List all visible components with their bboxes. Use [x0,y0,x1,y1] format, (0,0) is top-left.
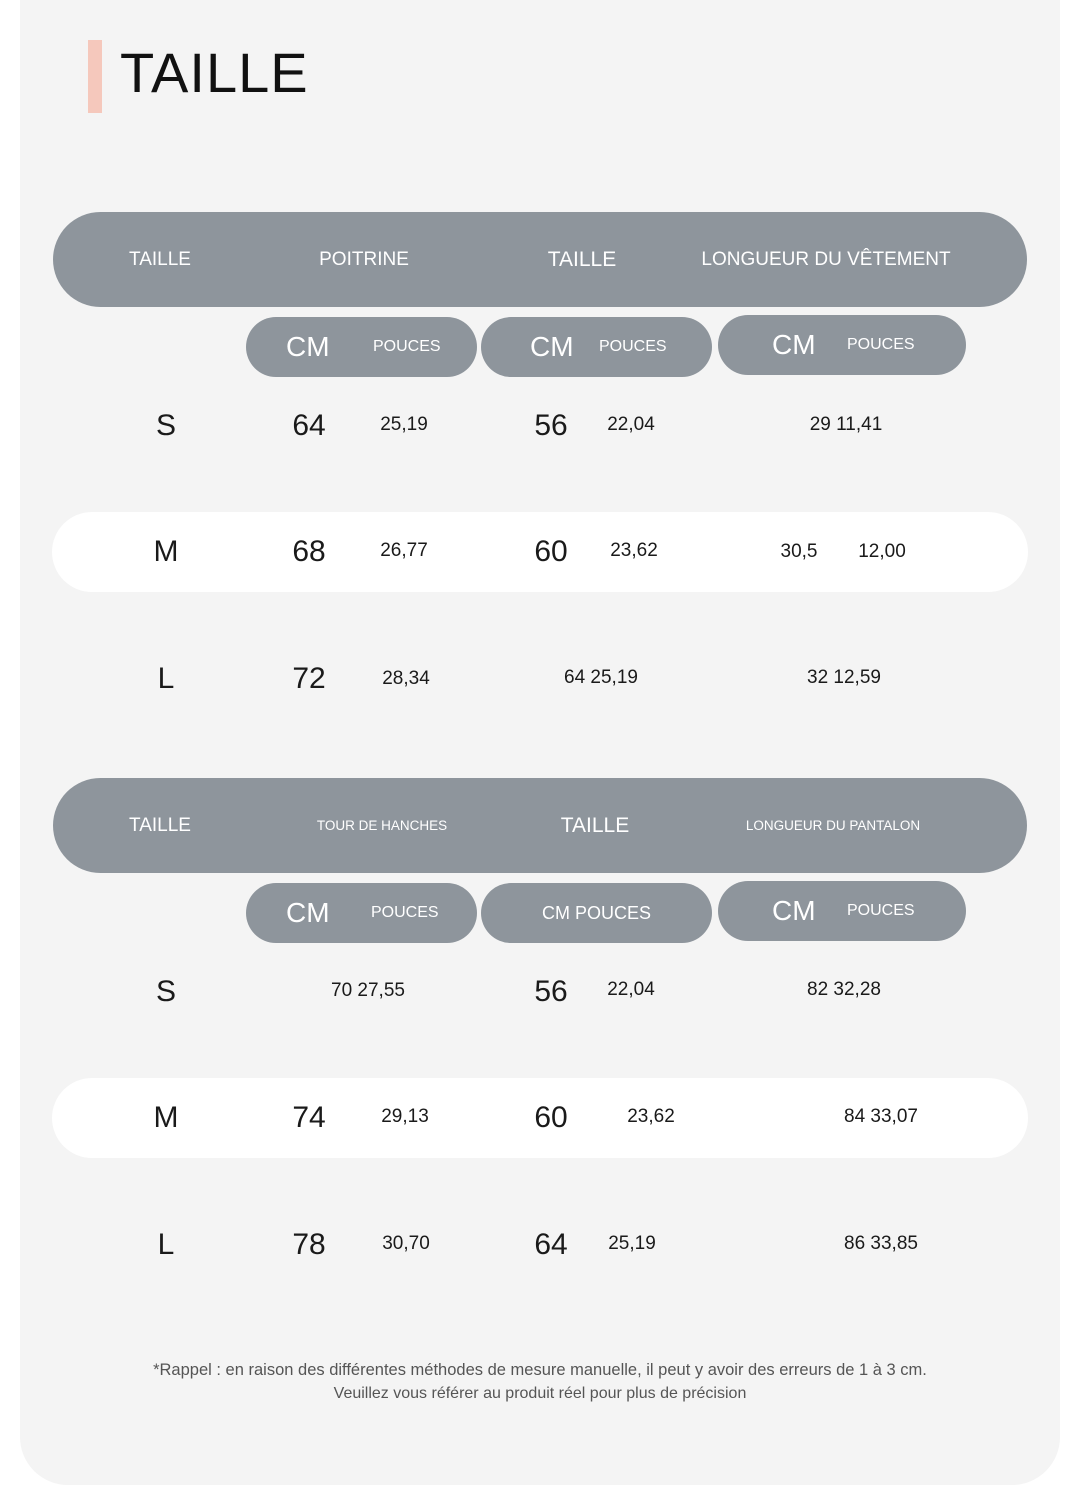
measurement-note-line1: *Rappel : en raison des différentes méthodes de mesure manuelle, il peut y avoir des erreurs de 1 à 3 cm. [153,1361,927,1379]
unit-inches: POUCES [847,336,915,353]
table1-header-chest: POITRINE [319,249,409,270]
unit-cm: CM [772,329,816,360]
table1-row-s-length: 29 11,41 [809,414,883,435]
table2-row-s-hips: 70 27,55 [331,980,405,1001]
table1-units-waist [481,317,712,377]
unit-inches: POUCES [371,904,439,921]
table2-row-s-size: S [155,975,177,1008]
table1-row-s-chest-in: 25,19 [380,414,428,435]
unit-cm: CM [286,897,330,928]
table1-units-chest [246,317,477,377]
table2-row-s-waist-in: 22,04 [607,979,655,1000]
table2-row-s-pant-length: 82 32,28 [807,979,881,1000]
table1-header [53,212,1027,307]
table2-row-m-waist-in: 23,62 [627,1106,675,1127]
table1-row-m-length-cm: 30,5 [780,541,818,562]
table1-row-m-waist-in: 23,62 [610,540,658,561]
table1-row-s-size: S [155,409,177,442]
table2-header [53,778,1027,873]
unit-cm: CM [286,331,330,362]
table2-header-hips: TOUR DE HANCHES [316,818,448,833]
table1-header-waist: TAILLE [547,248,617,271]
table1-units-length [718,315,966,375]
table2-row-l-waist-in: 25,19 [608,1233,656,1254]
table2-units-waist [481,883,712,943]
table1-row-m-chest-cm: 68 [292,535,326,568]
table2-row-m-size: M [153,1101,179,1134]
table1-row-s-chest-cm: 64 [292,409,326,442]
title-accent-bar [88,40,102,113]
table2-row-m-waist-cm: 60 [534,1101,568,1134]
table1-row-s-waist-cm: 56 [534,409,568,442]
table2-row-l-hips-in: 30,70 [382,1233,430,1254]
table1-row-m-waist-cm: 60 [534,535,568,568]
table2-header-pant-length: LONGUEUR DU PANTALON [745,818,921,833]
unit-cm: CM [772,895,816,926]
table1-header-size: TAILLE [129,249,191,270]
table2-header-waist: TAILLE [560,814,630,837]
table1-row-m-chest-in: 26,77 [380,540,428,561]
table2-row-l-pant-length: 86 33,85 [844,1233,918,1254]
table2-header-size: TAILLE [129,815,191,836]
table1-row-l-size: L [157,662,175,695]
table2-row-l-hips-cm: 78 [292,1228,326,1261]
table1-row-l-length: 32 12,59 [807,667,881,688]
table2-units-hips [246,883,477,943]
unit-cm: CM [530,331,574,362]
table1-header-garment-length: LONGUEUR DU VÊTEMENT [701,249,951,270]
table2-row-m-pant-length: 84 33,07 [844,1106,918,1127]
page-title: TAILLE [120,41,309,104]
table2-row-m-hips-cm: 74 [292,1101,326,1134]
unit-cm-inches: CM POUCES [541,903,651,923]
measurement-note-line2: Veuillez vous référer au produit réel pour plus de précision [333,1385,747,1402]
table1-row-m-length-in: 12,00 [858,541,906,562]
table2-row-m-hips-in: 29,13 [381,1106,429,1127]
table1-row-l-chest-cm: 72 [292,662,326,695]
table2-row-s-waist-cm: 56 [534,975,568,1008]
table1-row-s-waist-in: 22,04 [607,414,655,435]
table1-row-l-chest-in: 28,34 [382,668,430,689]
table1-row-l-waist: 64 25,19 [564,667,638,688]
unit-inches: POUCES [599,338,667,355]
table2-row-l-waist-cm: 64 [534,1228,568,1261]
table1-row-m-size: M [153,535,179,568]
table2-units-pant-length [718,881,966,941]
unit-inches: POUCES [373,338,441,355]
table2-row-l-size: L [157,1228,175,1261]
unit-inches: POUCES [847,902,915,919]
